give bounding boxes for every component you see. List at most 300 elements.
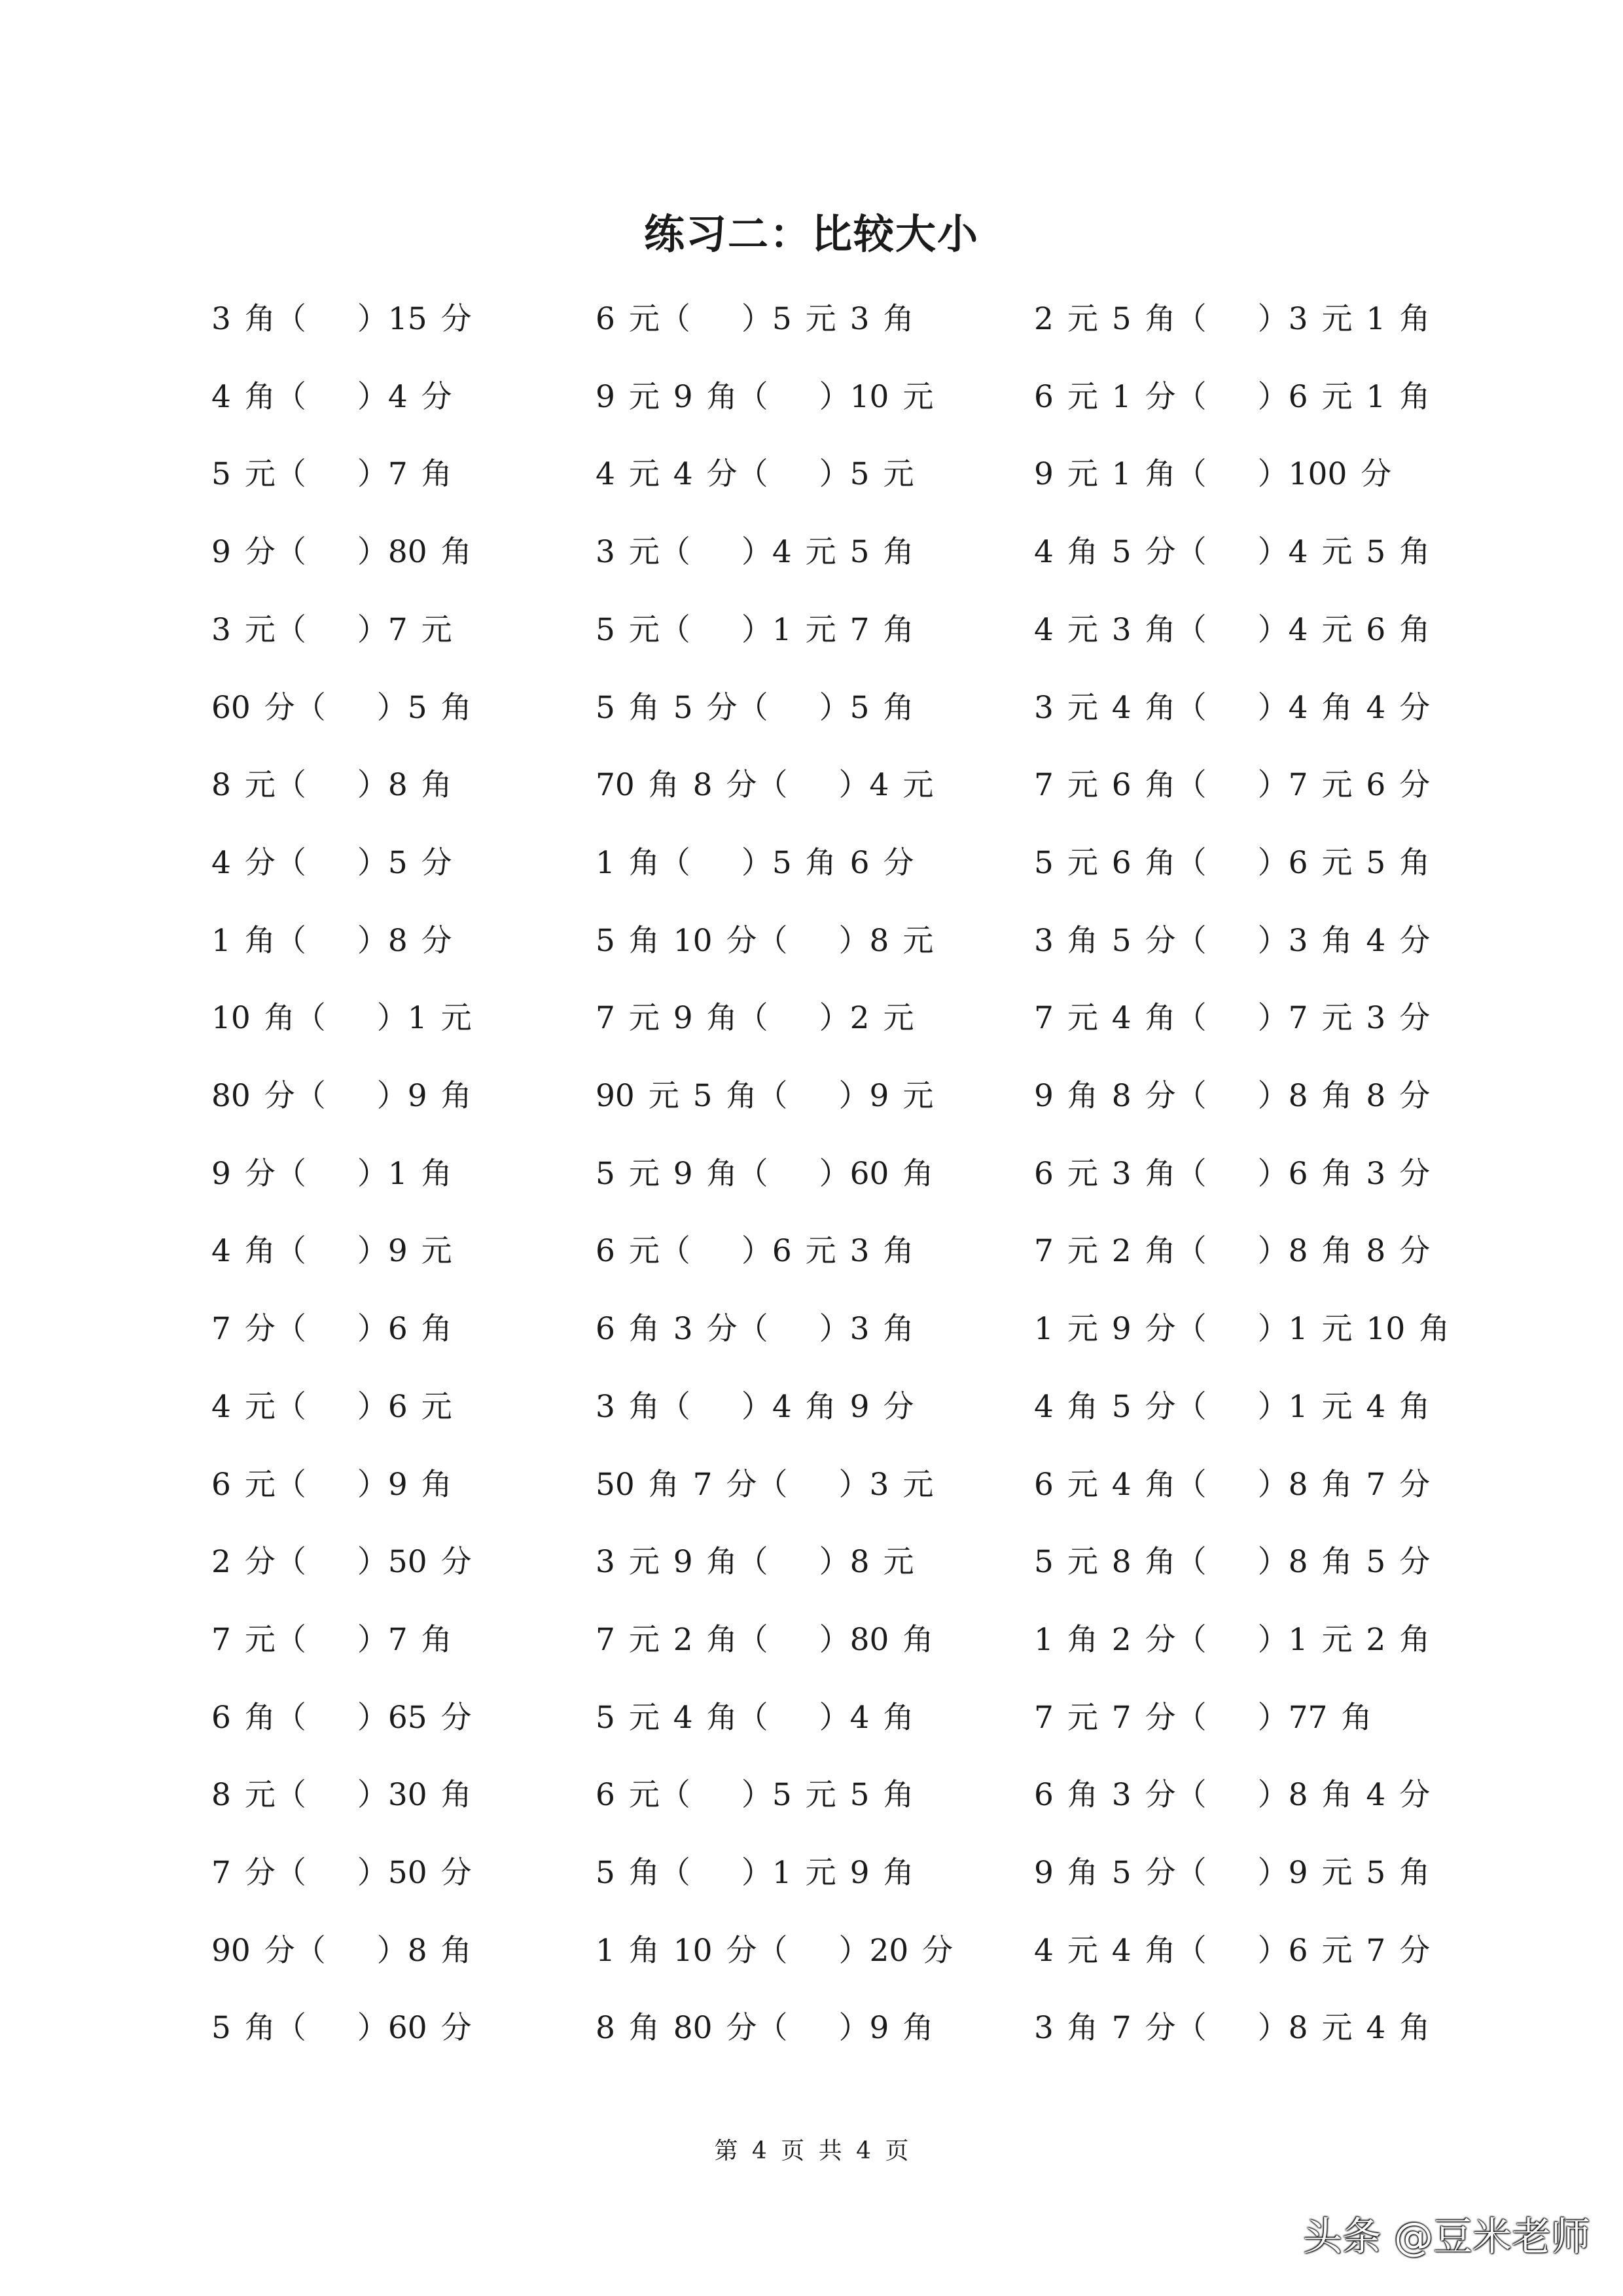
comparison-item (1034, 604, 1430, 656)
right-amount: 7 角 (387, 456, 452, 492)
answer-paren-close: ） (838, 767, 870, 803)
right-amount: 8 元 4 角 (1288, 2010, 1431, 2046)
answer-paren-open: （ (275, 534, 306, 570)
answer-paren-open: （ (275, 1156, 306, 1192)
answer-paren-open: （ (275, 1777, 306, 1813)
right-amount: 8 元 (869, 923, 934, 959)
comparison-row (0, 1925, 1623, 1977)
left-amount: 3 角 (596, 1389, 660, 1425)
comparison-item (211, 1070, 472, 1122)
left-amount: 6 角 3 分 (1034, 1777, 1176, 1813)
answer-paren-close: ） (741, 612, 772, 648)
comparison-item (1034, 682, 1430, 734)
right-amount: 50 分 (387, 1855, 472, 1891)
right-amount: 50 分 (387, 1544, 472, 1580)
answer-paren-close: ） (357, 1855, 388, 1891)
answer-paren-open: （ (275, 1622, 306, 1658)
answer-paren-close: ） (741, 1855, 772, 1891)
comparison-row (0, 759, 1623, 812)
comparison-item (596, 526, 914, 579)
left-amount: 9 元 1 角 (1034, 456, 1176, 492)
right-amount: 1 角 (387, 1156, 452, 1192)
comparison-item (1034, 293, 1430, 346)
answer-paren-open: （ (659, 845, 690, 881)
answer-paren-open: （ (737, 1544, 768, 1580)
answer-paren-close: ） (1257, 1700, 1289, 1736)
comparison-item (596, 1692, 914, 1744)
comparison-row (0, 1847, 1623, 1899)
comparison-item (1034, 1769, 1430, 1821)
comparison-item (1034, 992, 1430, 1045)
right-amount: 4 角 9 分 (772, 1389, 914, 1425)
answer-paren-open: （ (757, 923, 788, 959)
left-amount: 7 元 4 角 (1034, 1000, 1176, 1036)
right-amount: 4 元 (869, 767, 934, 803)
answer-paren-close: ） (357, 2010, 388, 2046)
left-amount: 5 元 6 角 (1034, 845, 1176, 881)
answer-paren-close: ） (1257, 1544, 1289, 1580)
left-amount: 2 元 5 角 (1034, 301, 1176, 337)
right-amount: 1 元 2 角 (1288, 1622, 1431, 1658)
right-amount: 80 角 (849, 1622, 934, 1658)
answer-paren-open: （ (737, 1000, 768, 1036)
answer-paren-close: ） (357, 1156, 388, 1192)
answer-paren-close: ） (838, 1467, 870, 1503)
answer-paren-close: ） (1257, 534, 1289, 570)
left-amount: 1 角 (596, 845, 660, 881)
comparison-item (211, 1847, 472, 1899)
answer-paren-open: （ (275, 1311, 306, 1347)
comparison-row (0, 1614, 1623, 1666)
comparison-item (211, 1925, 472, 1977)
left-amount: 90 元 5 角 (596, 1078, 757, 1114)
right-amount: 1 元 7 角 (772, 612, 914, 648)
comparison-row (0, 1148, 1623, 1200)
comparison-row (0, 371, 1623, 423)
comparison-item (596, 915, 933, 967)
answer-paren-open: （ (737, 1156, 768, 1192)
left-amount: 1 角 2 分 (1034, 1622, 1176, 1658)
comparison-item (596, 1769, 914, 1821)
right-amount: 7 元 3 分 (1288, 1000, 1431, 1036)
comparison-item (211, 293, 472, 346)
left-amount: 6 元 4 角 (1034, 1467, 1176, 1503)
left-amount: 4 角 (211, 1233, 276, 1269)
answer-paren-open: （ (659, 534, 690, 570)
comparison-item (1034, 1459, 1430, 1511)
comparison-item (596, 604, 914, 656)
left-amount: 4 角 5 分 (1034, 1389, 1176, 1425)
comparison-row (0, 1536, 1623, 1588)
comparison-item (211, 682, 472, 734)
answer-paren-open: （ (1175, 845, 1207, 881)
comparison-row (0, 682, 1623, 734)
answer-paren-open: （ (1175, 1777, 1207, 1813)
answer-paren-close: ） (741, 845, 772, 881)
answer-paren-open: （ (1175, 1700, 1207, 1736)
comparison-item (1034, 1070, 1430, 1122)
answer-paren-open: （ (737, 1311, 768, 1347)
answer-paren-open: （ (1175, 1544, 1207, 1580)
answer-paren-close: ） (1257, 1855, 1289, 1891)
answer-paren-close: ） (357, 301, 388, 337)
comparison-row (0, 1459, 1623, 1511)
answer-paren-open: （ (659, 1855, 690, 1891)
comparison-item (211, 1381, 452, 1433)
comparison-item (1034, 371, 1430, 423)
answer-paren-close: ） (357, 1777, 388, 1813)
answer-paren-close: ） (819, 1622, 850, 1658)
right-amount: 9 元 (387, 1233, 452, 1269)
answer-paren-close: ） (838, 923, 870, 959)
answer-paren-close: ） (1257, 1389, 1289, 1425)
comparison-item (596, 448, 914, 501)
answer-paren-close: ） (1257, 1000, 1289, 1036)
answer-paren-close: ） (819, 1156, 850, 1192)
answer-paren-open: （ (1175, 1622, 1207, 1658)
answer-paren-close: ） (357, 1622, 388, 1658)
left-amount: 80 分 (211, 1078, 295, 1114)
answer-paren-open: （ (275, 845, 306, 881)
answer-paren-close: ） (376, 690, 408, 726)
right-amount: 6 元 3 角 (772, 1233, 914, 1269)
right-amount: 8 角 8 分 (1288, 1078, 1431, 1114)
right-amount: 4 元 6 角 (1288, 612, 1431, 648)
answer-paren-close: ） (741, 301, 772, 337)
comparison-item (1034, 1536, 1430, 1588)
left-amount: 3 元 (211, 612, 276, 648)
answer-paren-open: （ (294, 1078, 326, 1114)
answer-paren-close: ） (357, 1389, 388, 1425)
right-amount: 20 分 (869, 1933, 954, 1969)
comparison-item (1034, 915, 1430, 967)
answer-paren-close: ） (838, 2010, 870, 2046)
left-amount: 3 元 4 角 (1034, 690, 1176, 726)
answer-paren-open: （ (1175, 612, 1207, 648)
comparison-row (0, 293, 1623, 346)
comparison-item (1034, 1847, 1430, 1899)
right-amount: 1 元 (407, 1000, 472, 1036)
answer-paren-close: ） (741, 1777, 772, 1813)
right-amount: 8 分 (387, 923, 452, 959)
left-amount: 1 角 10 分 (596, 1933, 757, 1969)
left-amount: 7 元 (211, 1622, 276, 1658)
comparison-item (1034, 1303, 1450, 1355)
comparison-item (596, 1536, 914, 1588)
left-amount: 4 元 (211, 1389, 276, 1425)
right-amount: 5 分 (387, 845, 452, 881)
right-amount: 5 角 (407, 690, 472, 726)
comparison-row (0, 837, 1623, 889)
answer-paren-open: （ (275, 1700, 306, 1736)
left-amount: 9 分 (211, 534, 276, 570)
page-title: 练习二：比较大小 (643, 210, 979, 258)
right-amount: 5 元 3 角 (772, 301, 914, 337)
answer-paren-close: ） (1257, 2010, 1289, 2046)
comparison-item (596, 1459, 933, 1511)
comparison-item (211, 371, 452, 423)
right-amount: 8 角 (387, 767, 452, 803)
right-amount: 4 分 (387, 379, 452, 415)
right-amount: 30 角 (387, 1777, 472, 1813)
answer-paren-open: （ (1175, 1855, 1207, 1891)
answer-paren-close: ） (1257, 612, 1289, 648)
left-amount: 8 角 80 分 (596, 2010, 757, 2046)
answer-paren-close: ） (741, 534, 772, 570)
right-amount: 4 元 5 角 (1288, 534, 1431, 570)
left-amount: 8 元 (211, 767, 276, 803)
right-amount: 5 元 5 角 (772, 1777, 914, 1813)
comparison-item (211, 448, 452, 501)
comparison-item (1034, 1381, 1430, 1433)
right-amount: 8 角 4 分 (1288, 1777, 1431, 1813)
comparison-item (211, 915, 452, 967)
right-amount: 8 角 7 分 (1288, 1467, 1431, 1503)
right-amount: 2 元 (849, 1000, 914, 1036)
answer-paren-open: （ (275, 1855, 306, 1891)
left-amount: 90 分 (211, 1933, 295, 1969)
answer-paren-open: （ (1175, 767, 1207, 803)
comparison-item (1034, 759, 1430, 812)
comparison-item (211, 759, 452, 812)
answer-paren-open: （ (275, 612, 306, 648)
answer-paren-open: （ (757, 1078, 788, 1114)
answer-paren-close: ） (376, 1000, 408, 1036)
comparison-item (596, 1925, 953, 1977)
comparison-item (1034, 1148, 1430, 1200)
answer-paren-close: ） (357, 845, 388, 881)
comparison-row (0, 604, 1623, 656)
right-amount: 3 元 (869, 1467, 934, 1503)
comparison-item (211, 604, 452, 656)
comparison-row (0, 1225, 1623, 1278)
answer-paren-close: ） (357, 456, 388, 492)
right-amount: 5 角 6 分 (772, 845, 914, 881)
answer-paren-close: ） (357, 1544, 388, 1580)
answer-paren-open: （ (757, 2010, 788, 2046)
answer-paren-open: （ (1175, 456, 1207, 492)
left-amount: 7 元 6 角 (1034, 767, 1176, 803)
right-amount: 7 角 (387, 1622, 452, 1658)
answer-paren-close: ） (1257, 1233, 1289, 1269)
right-amount: 80 角 (387, 534, 472, 570)
answer-paren-close: ） (357, 767, 388, 803)
right-amount: 6 元 1 角 (1288, 379, 1431, 415)
right-amount: 8 角 8 分 (1288, 1233, 1431, 1269)
comparison-item (1034, 1692, 1372, 1744)
answer-paren-open: （ (1175, 534, 1207, 570)
comparison-item (211, 837, 452, 889)
left-amount: 60 分 (211, 690, 295, 726)
comparison-row (0, 1070, 1623, 1122)
right-amount: 6 元 (387, 1389, 452, 1425)
answer-paren-close: ） (1257, 1622, 1289, 1658)
answer-paren-open: （ (659, 301, 690, 337)
left-amount: 2 分 (211, 1544, 276, 1580)
right-amount: 7 元 (387, 612, 452, 648)
left-amount: 5 元 9 角 (596, 1156, 738, 1192)
right-amount: 6 角 (387, 1311, 452, 1347)
left-amount: 8 元 (211, 1777, 276, 1813)
answer-paren-open: （ (275, 301, 306, 337)
left-amount: 10 角 (211, 1000, 295, 1036)
left-amount: 6 元 1 分 (1034, 379, 1176, 415)
comparison-item (596, 1303, 914, 1355)
answer-paren-close: ） (1257, 1078, 1289, 1114)
comparison-item (596, 1070, 933, 1122)
answer-paren-close: ） (838, 1078, 870, 1114)
answer-paren-open: （ (294, 1933, 326, 1969)
answer-paren-open: （ (294, 1000, 326, 1036)
left-amount: 5 角 10 分 (596, 923, 757, 959)
right-amount: 1 元 10 角 (1288, 1311, 1450, 1347)
left-amount: 6 角 3 分 (596, 1311, 738, 1347)
answer-paren-open: （ (294, 690, 326, 726)
left-amount: 4 元 3 角 (1034, 612, 1176, 648)
left-amount: 6 元 3 角 (1034, 1156, 1176, 1192)
right-amount: 3 角 4 分 (1288, 923, 1431, 959)
left-amount: 50 角 7 分 (596, 1467, 757, 1503)
answer-paren-close: ） (838, 1933, 870, 1969)
answer-paren-open: （ (1175, 1311, 1207, 1347)
comparison-item (596, 1847, 914, 1899)
comparison-item (211, 1692, 472, 1744)
answer-paren-open: （ (275, 1544, 306, 1580)
answer-paren-close: ） (741, 1233, 772, 1269)
answer-paren-open: （ (757, 1467, 788, 1503)
right-amount: 7 元 6 分 (1288, 767, 1431, 803)
comparison-item (596, 759, 933, 812)
left-amount: 4 角 5 分 (1034, 534, 1176, 570)
comparison-item (211, 1148, 452, 1200)
answer-paren-open: （ (275, 1233, 306, 1269)
comparison-row (0, 1303, 1623, 1355)
comparison-item (596, 293, 914, 346)
left-amount: 7 元 2 角 (596, 1622, 738, 1658)
comparison-item (1034, 837, 1430, 889)
answer-paren-open: （ (1175, 690, 1207, 726)
right-amount: 3 角 (849, 1311, 914, 1347)
left-amount: 7 元 9 角 (596, 1000, 738, 1036)
answer-paren-close: ） (819, 1544, 850, 1580)
answer-paren-close: ） (819, 379, 850, 415)
comparison-item (211, 1614, 452, 1666)
comparison-item (1034, 526, 1430, 579)
left-amount: 9 元 9 角 (596, 379, 738, 415)
left-amount: 3 元 (596, 534, 660, 570)
right-amount: 8 元 (849, 1544, 914, 1580)
comparison-item (211, 992, 472, 1045)
answer-paren-close: ） (357, 1467, 388, 1503)
answer-paren-open: （ (1175, 301, 1207, 337)
answer-paren-close: ） (376, 1078, 408, 1114)
answer-paren-close: ） (1257, 1156, 1289, 1192)
comparison-item (596, 1381, 914, 1433)
answer-paren-open: （ (1175, 923, 1207, 959)
right-amount: 77 角 (1288, 1700, 1372, 1736)
right-amount: 9 元 5 角 (1288, 1855, 1431, 1891)
comparison-item (1034, 448, 1391, 501)
watermark: 头条 @豆米老师 (1302, 2214, 1590, 2260)
answer-paren-open: （ (737, 379, 768, 415)
right-amount: 9 元 (869, 1078, 934, 1114)
left-amount: 5 元 4 角 (596, 1700, 738, 1736)
answer-paren-open: （ (659, 1233, 690, 1269)
right-amount: 4 角 (849, 1700, 914, 1736)
answer-paren-open: （ (737, 456, 768, 492)
right-amount: 8 角 (407, 1933, 472, 1969)
answer-paren-close: ） (1257, 1467, 1289, 1503)
comparison-item (596, 837, 914, 889)
comparison-item (596, 1148, 933, 1200)
left-amount: 3 元 9 角 (596, 1544, 738, 1580)
comparison-row (0, 1692, 1623, 1744)
right-amount: 9 角 (387, 1467, 452, 1503)
comparison-item (211, 1769, 472, 1821)
comparison-row (0, 2002, 1623, 2054)
right-amount: 65 分 (387, 1700, 472, 1736)
answer-paren-open: （ (1175, 379, 1207, 415)
right-amount: 1 元 9 角 (772, 1855, 914, 1891)
left-amount: 1 元 9 分 (1034, 1311, 1176, 1347)
left-amount: 3 角 5 分 (1034, 923, 1176, 959)
right-amount: 6 角 3 分 (1288, 1156, 1431, 1192)
left-amount: 7 元 2 角 (1034, 1233, 1176, 1269)
answer-paren-close: ） (357, 379, 388, 415)
answer-paren-close: ） (1257, 690, 1289, 726)
comparison-item (211, 2002, 472, 2054)
comparison-item (596, 682, 914, 734)
comparison-item (1034, 1225, 1430, 1278)
left-amount: 5 元 8 角 (1034, 1544, 1176, 1580)
answer-paren-open: （ (1175, 1467, 1207, 1503)
right-amount: 100 分 (1288, 456, 1392, 492)
comparison-item (596, 1614, 933, 1666)
answer-paren-open: （ (737, 1622, 768, 1658)
comparison-item (596, 371, 933, 423)
answer-paren-open: （ (1175, 2010, 1207, 2046)
answer-paren-open: （ (1175, 1389, 1207, 1425)
answer-paren-open: （ (275, 456, 306, 492)
comparison-item (211, 526, 472, 579)
answer-paren-close: ） (357, 534, 388, 570)
right-amount: 6 元 5 角 (1288, 845, 1431, 881)
comparison-row (0, 915, 1623, 967)
answer-paren-close: ） (819, 1700, 850, 1736)
left-amount: 4 元 4 分 (596, 456, 738, 492)
answer-paren-open: （ (659, 1389, 690, 1425)
answer-paren-close: ） (357, 923, 388, 959)
left-amount: 4 元 4 角 (1034, 1933, 1176, 1969)
left-amount: 3 角 (211, 301, 276, 337)
answer-paren-open: （ (659, 612, 690, 648)
answer-paren-open: （ (275, 2010, 306, 2046)
left-amount: 4 角 (211, 379, 276, 415)
answer-paren-open: （ (1175, 1078, 1207, 1114)
right-amount: 6 元 7 分 (1288, 1933, 1431, 1969)
answer-paren-close: ） (1257, 845, 1289, 881)
left-amount: 9 分 (211, 1156, 276, 1192)
comparison-item (211, 1303, 452, 1355)
answer-paren-open: （ (737, 1700, 768, 1736)
answer-paren-close: ） (1257, 923, 1289, 959)
comparison-row (0, 526, 1623, 579)
answer-paren-close: ） (376, 1933, 408, 1969)
right-amount: 5 元 (849, 456, 914, 492)
left-amount: 4 分 (211, 845, 276, 881)
left-amount: 6 角 (211, 1700, 276, 1736)
answer-paren-open: （ (275, 1467, 306, 1503)
